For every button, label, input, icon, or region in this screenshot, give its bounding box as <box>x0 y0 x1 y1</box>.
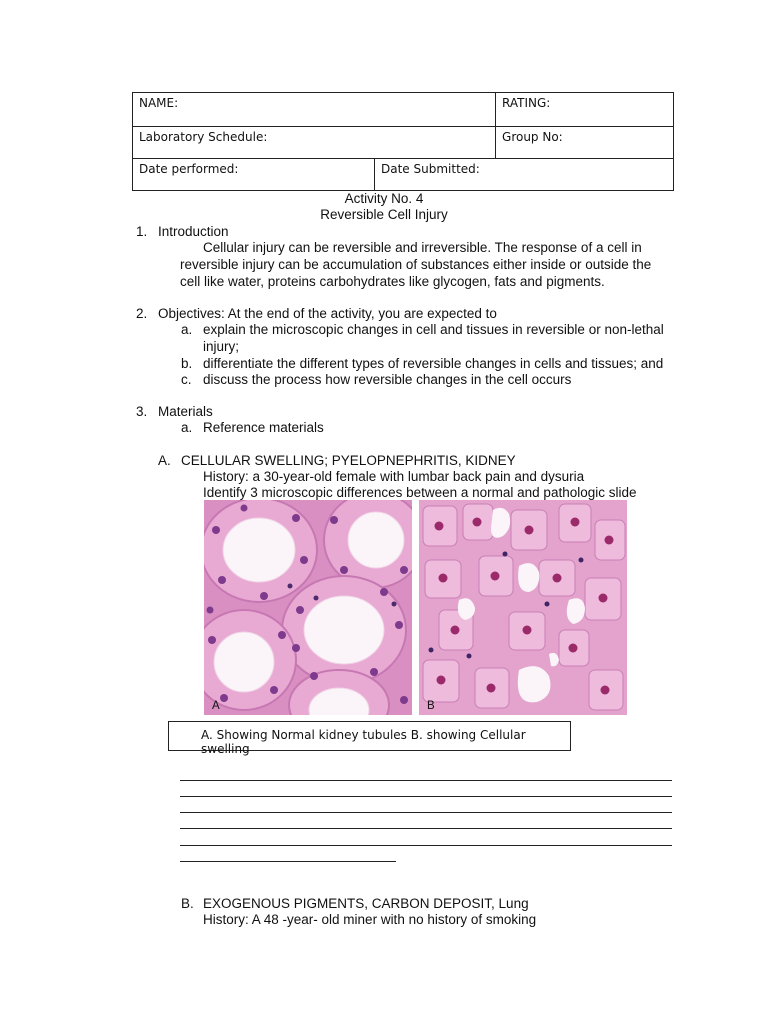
name-label: NAME: <box>139 96 179 110</box>
activity-subtitle: Reversible Cell Injury <box>320 207 448 222</box>
answer-line-1[interactable] <box>180 780 672 781</box>
objectives-heading: Objectives: At the end of the activity, you are expected to <box>158 306 497 321</box>
objective-b-line: differentiate the different types of reversible changes in cells and tissues; and <box>203 356 664 371</box>
objective-c-marker: c. <box>181 372 192 387</box>
section-b-marker: B. <box>181 896 194 911</box>
materials-heading: Materials <box>158 404 213 419</box>
answer-line-2[interactable] <box>180 796 672 797</box>
objective-c-line: discuss the process how reversible changes in the cell occurs <box>203 372 572 387</box>
materials-sub-marker: a. <box>181 420 193 435</box>
objective-b-marker: b. <box>181 356 193 371</box>
info-table <box>132 92 674 191</box>
section-a-marker: A. <box>158 453 171 468</box>
materials-number: 3. <box>136 404 148 419</box>
schedule-label: Laboratory Schedule: <box>139 130 268 144</box>
group-field[interactable] <box>496 127 674 159</box>
image-a-label: A <box>212 700 220 712</box>
section-b-heading: EXOGENOUS PIGMENTS, CARBON DEPOSIT, Lung <box>203 896 529 911</box>
rating-field[interactable] <box>496 93 674 127</box>
section-a-history: History: a 30-year-old female with lumbar back pain and dysuria <box>203 469 585 484</box>
intro-heading: Introduction <box>158 224 229 239</box>
name-field[interactable] <box>133 93 496 127</box>
date-submitted-field[interactable] <box>375 159 674 191</box>
intro-line-3: cell like water, proteins carbohydrates like glycogen, fats and pigments. <box>180 274 605 289</box>
materials-sub-label: Reference materials <box>203 420 324 435</box>
date-submitted-label: Date Submitted: <box>381 162 480 176</box>
section-a-heading: CELLULAR SWELLING; PYELOPNEPHRITIS, KIDNEY <box>181 453 516 468</box>
figure-caption: A. Showing Normal kidney tubules B. showing Cellular swelling <box>168 721 571 751</box>
answer-line-3[interactable] <box>180 812 672 813</box>
rating-label: RATING: <box>502 96 551 110</box>
group-label: Group No: <box>502 130 563 144</box>
date-performed-field[interactable] <box>133 159 375 191</box>
objective-a-line-1: explain the microscopic changes in cell and tissues in reversible or non-lethal <box>203 322 664 337</box>
section-b-history: History: A 48 -year- old miner with no history of smoking <box>203 912 537 927</box>
image-b-label: B <box>427 700 435 712</box>
answer-line-4[interactable] <box>180 828 672 829</box>
intro-line-1: Cellular injury can be reversible and irreversible. The response of a cell in <box>203 240 642 255</box>
objective-a-marker: a. <box>181 322 193 337</box>
normal-tubules-image <box>204 500 412 715</box>
schedule-field[interactable] <box>133 127 496 159</box>
swelling-image <box>419 500 627 715</box>
objectives-number: 2. <box>136 306 148 321</box>
intro-number: 1. <box>136 224 148 239</box>
section-a-task: Identify 3 microscopic differences between a normal and pathologic slide <box>203 485 637 500</box>
micrograph-normal-tubules <box>204 500 412 715</box>
activity-title: Activity No. 4 <box>344 191 424 206</box>
intro-line-2: reversible injury can be accumulation of substances either inside or outside the <box>180 257 652 272</box>
answer-line-5[interactable] <box>180 845 672 846</box>
date-performed-label: Date performed: <box>139 162 239 176</box>
objective-a-line-2: injury; <box>203 339 240 354</box>
answer-line-6[interactable] <box>180 861 396 862</box>
micrograph-cellular-swelling <box>419 500 627 715</box>
